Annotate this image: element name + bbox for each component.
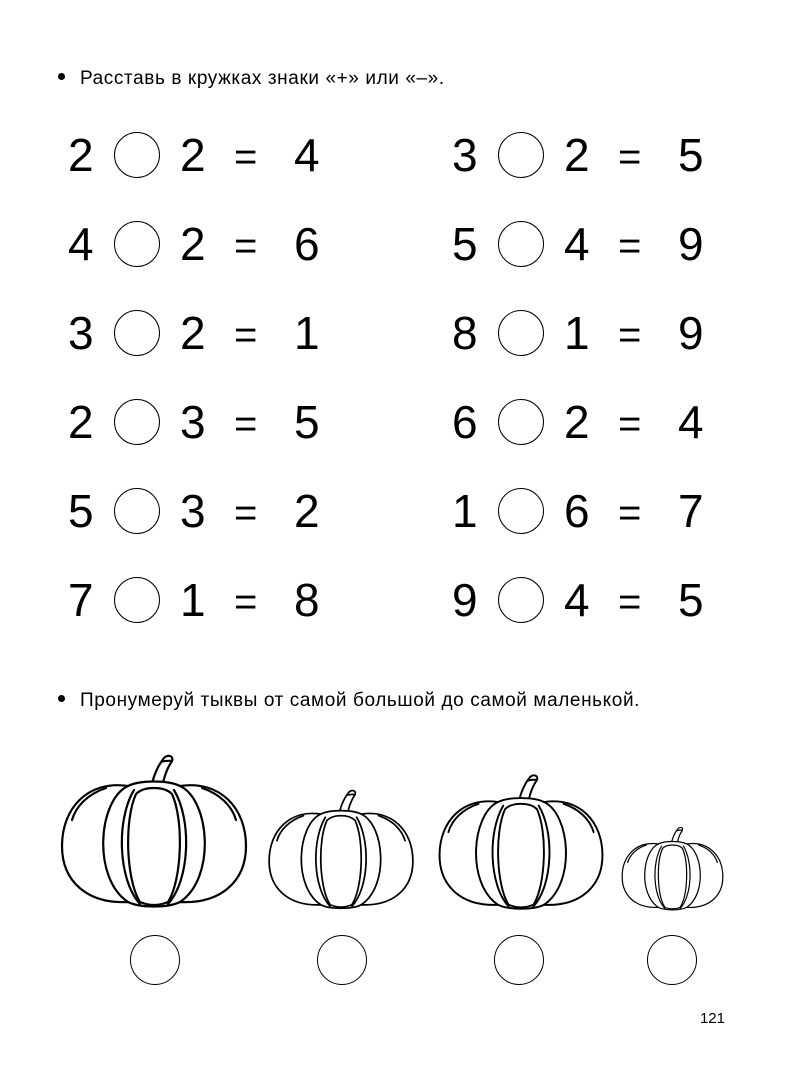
equals-sign: = xyxy=(618,135,642,179)
answer-circle-3[interactable] xyxy=(494,935,544,985)
bullet-icon xyxy=(58,73,65,80)
operand-a: 3 xyxy=(452,129,478,181)
operand-a: 4 xyxy=(68,218,94,270)
operator-circle-input[interactable] xyxy=(114,488,160,534)
operand-a: 2 xyxy=(68,396,94,448)
instruction-signs xyxy=(58,68,445,90)
equations-left-column xyxy=(68,122,368,656)
equals-sign: = xyxy=(234,313,258,357)
operand-b: 2 xyxy=(180,307,206,359)
pumpkin-icon-3 xyxy=(436,770,606,912)
instruction-pumpkins xyxy=(58,690,640,712)
operand-b: 2 xyxy=(564,396,590,448)
result: 5 xyxy=(294,396,320,448)
instruction-pumpkins-text: Пронумеруй тыквы от самой большой до самой маленькой. xyxy=(80,690,641,711)
page-number: 121 xyxy=(699,1010,725,1027)
equation-row xyxy=(68,211,368,300)
equals-sign: = xyxy=(234,224,258,268)
equals-sign: = xyxy=(618,313,642,357)
operator-circle-input[interactable] xyxy=(498,310,544,356)
operand-b: 2 xyxy=(564,129,590,181)
equals-sign: = xyxy=(234,580,258,624)
equation-row xyxy=(452,122,752,211)
operand-b: 2 xyxy=(180,129,206,181)
operand-b: 1 xyxy=(564,307,590,359)
equation-row xyxy=(68,122,368,211)
operator-circle-input[interactable] xyxy=(114,399,160,445)
operator-circle-input[interactable] xyxy=(114,310,160,356)
operator-circle-input[interactable] xyxy=(498,221,544,267)
equation-row xyxy=(68,478,368,567)
result: 8 xyxy=(294,574,320,626)
operand-a: 6 xyxy=(452,396,478,448)
answer-circle-4[interactable] xyxy=(647,935,697,985)
equation-row xyxy=(68,300,368,389)
equation-row xyxy=(452,478,752,567)
operand-b: 6 xyxy=(564,485,590,537)
result: 7 xyxy=(678,485,704,537)
equals-sign: = xyxy=(618,224,642,268)
equals-sign: = xyxy=(234,402,258,446)
equation-row xyxy=(452,300,752,389)
answer-circle-1[interactable] xyxy=(130,935,180,985)
equation-row xyxy=(68,389,368,478)
operator-circle-input[interactable] xyxy=(114,221,160,267)
pumpkin-icon-1 xyxy=(58,750,250,910)
result: 4 xyxy=(678,396,704,448)
operand-b: 3 xyxy=(180,396,206,448)
operand-a: 8 xyxy=(452,307,478,359)
equations-right-column xyxy=(452,122,752,656)
operand-b: 3 xyxy=(180,485,206,537)
operand-b: 1 xyxy=(180,574,206,626)
operator-circle-input[interactable] xyxy=(498,577,544,623)
operand-a: 9 xyxy=(452,574,478,626)
result: 4 xyxy=(294,129,320,181)
result: 2 xyxy=(294,485,320,537)
answer-circle-2[interactable] xyxy=(317,935,367,985)
equation-row xyxy=(452,567,752,656)
operand-b: 4 xyxy=(564,218,590,270)
result: 5 xyxy=(678,574,704,626)
equals-sign: = xyxy=(618,402,642,446)
operator-circle-input[interactable] xyxy=(498,488,544,534)
operand-a: 5 xyxy=(452,218,478,270)
equals-sign: = xyxy=(234,491,258,535)
equation-row xyxy=(452,211,752,300)
result: 5 xyxy=(678,129,704,181)
operand-b: 2 xyxy=(180,218,206,270)
result: 1 xyxy=(294,307,320,359)
operand-a: 2 xyxy=(68,129,94,181)
equals-sign: = xyxy=(234,135,258,179)
equation-row xyxy=(68,567,368,656)
equals-sign: = xyxy=(618,580,642,624)
pumpkin-icon-4 xyxy=(620,824,725,912)
operator-circle-input[interactable] xyxy=(114,577,160,623)
operand-a: 3 xyxy=(68,307,94,359)
operator-circle-input[interactable] xyxy=(498,399,544,445)
operator-circle-input[interactable] xyxy=(498,132,544,178)
result: 6 xyxy=(294,218,320,270)
instruction-signs-text: Расставь в кружках знаки «+» или «–». xyxy=(80,68,445,89)
bullet-icon xyxy=(58,695,65,702)
operand-b: 4 xyxy=(564,574,590,626)
result: 9 xyxy=(678,218,704,270)
operator-circle-input[interactable] xyxy=(114,132,160,178)
operand-a: 7 xyxy=(68,574,94,626)
result: 9 xyxy=(678,307,704,359)
pumpkin-icon-2 xyxy=(266,786,416,911)
operand-a: 1 xyxy=(452,485,478,537)
operand-a: 5 xyxy=(68,485,94,537)
equation-row xyxy=(452,389,752,478)
equals-sign: = xyxy=(618,491,642,535)
